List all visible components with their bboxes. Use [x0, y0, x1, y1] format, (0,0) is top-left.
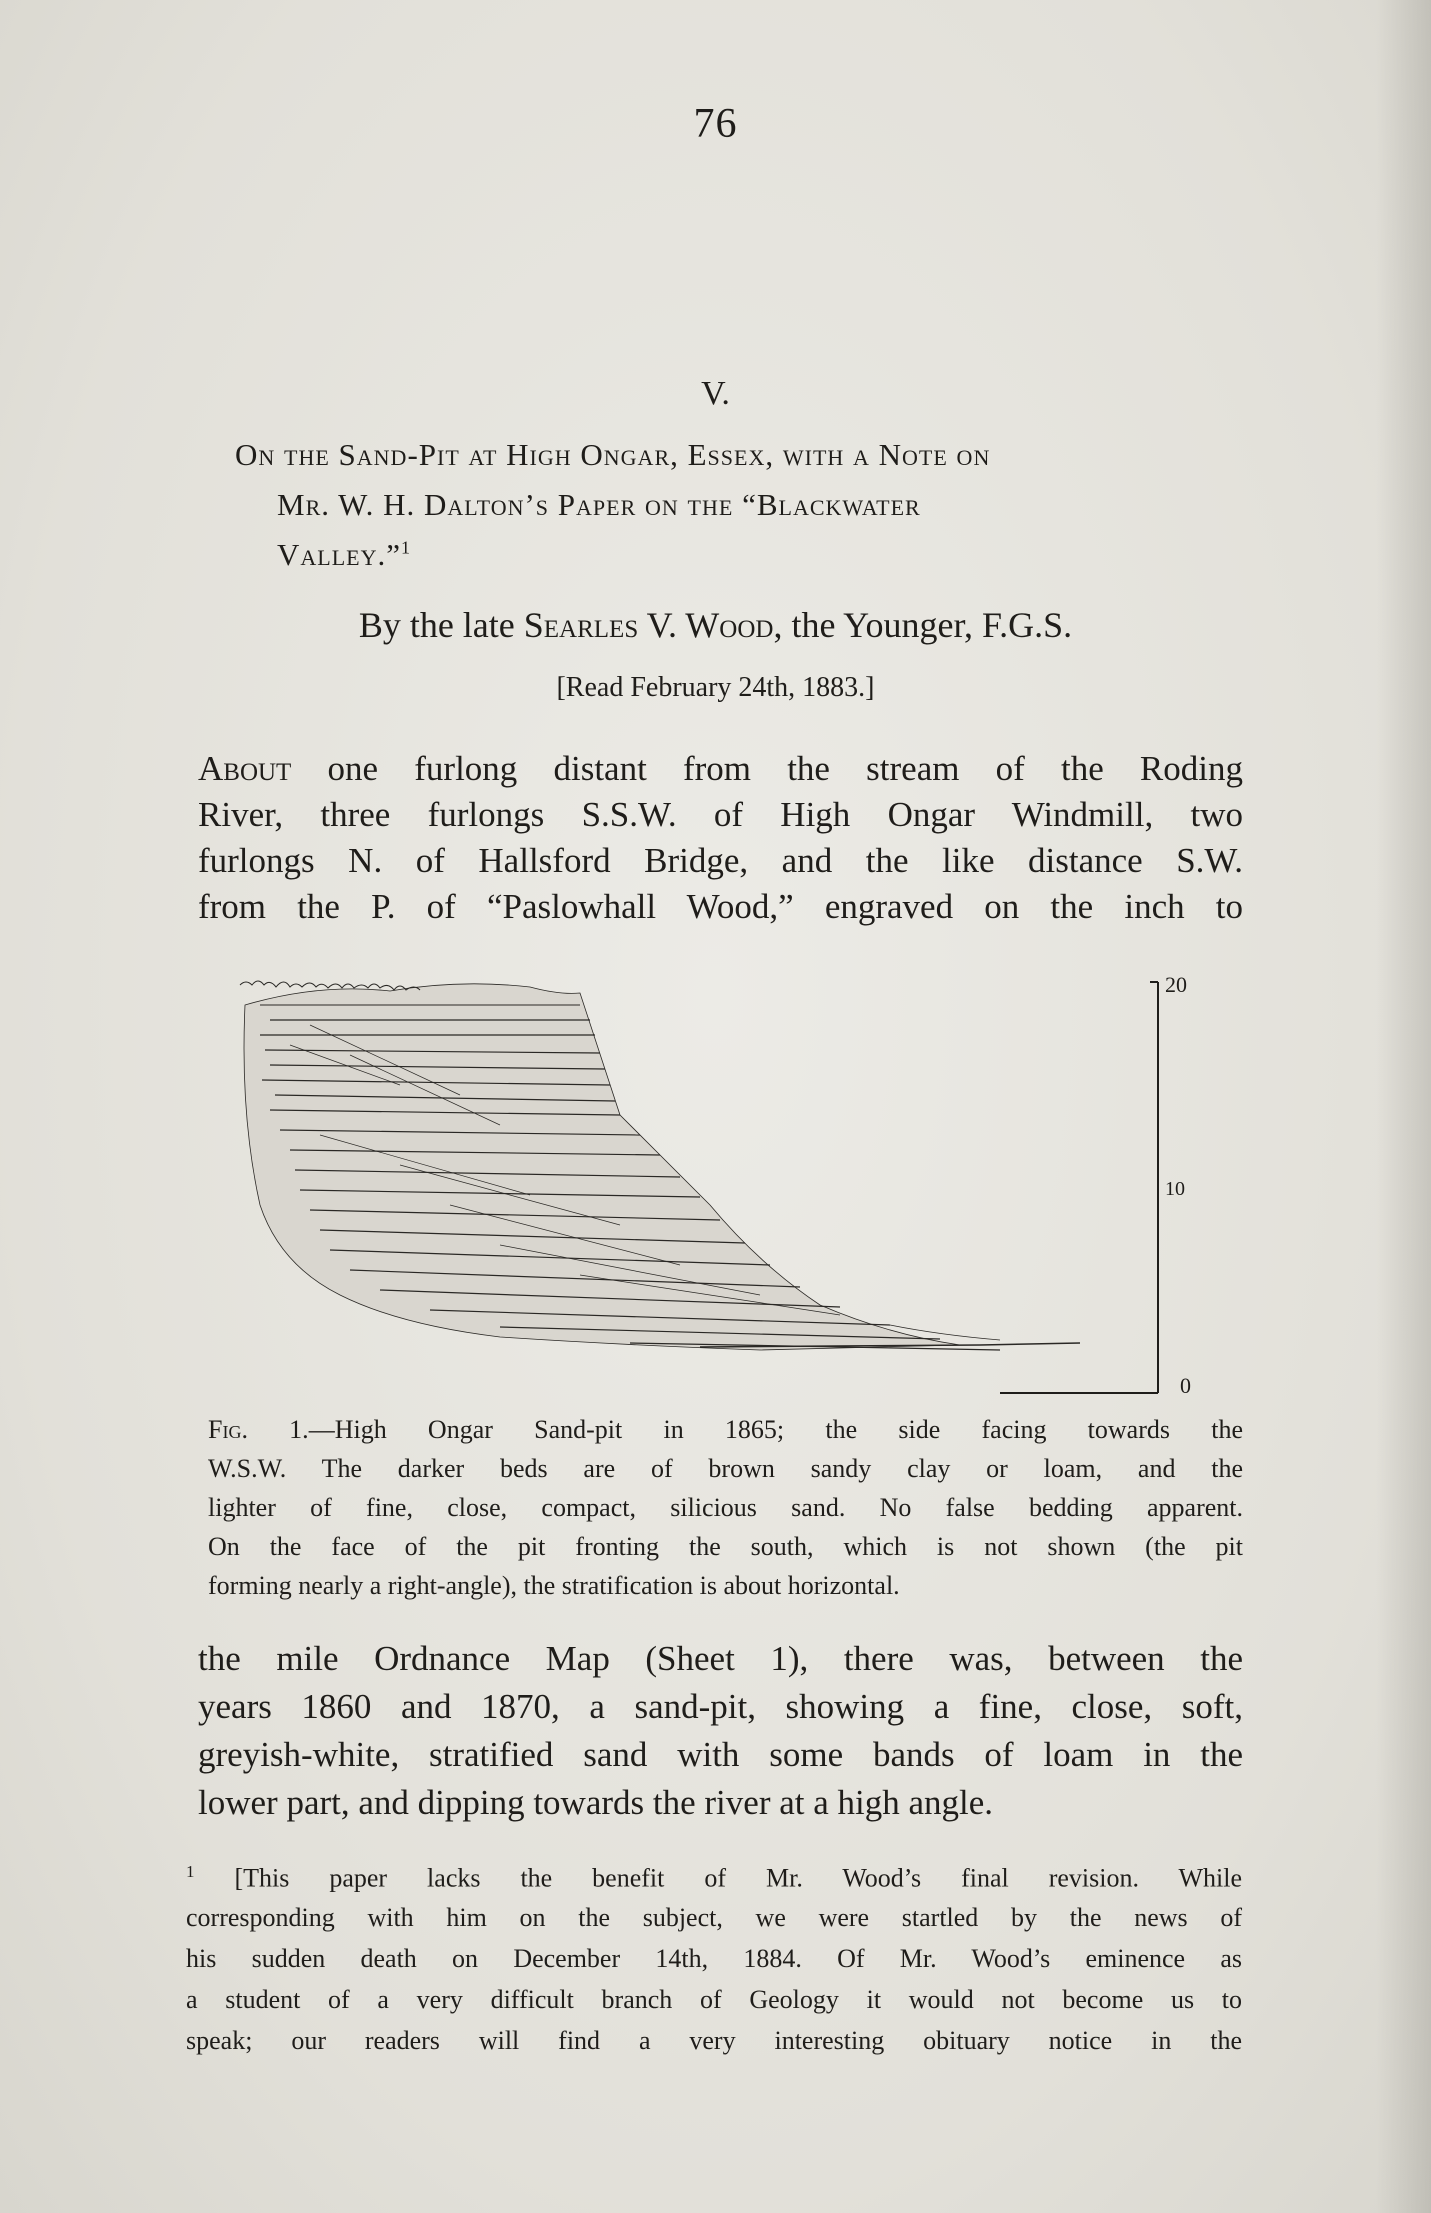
caption-line-3: lighter of fine, close, compact, silicious sand. No false bedding apparent.: [208, 1493, 1243, 1522]
footnote-line-2: corresponding with him on the subject, we were startled by the news of: [186, 1903, 1242, 1932]
caption-line-5: forming nearly a right-angle), the stratification is about horizontal.: [208, 1571, 900, 1600]
byline-suffix: , the Younger, F.G.S.: [773, 605, 1073, 645]
pit-face-hatching: [240, 981, 1080, 1350]
continuation-line-4: lower part, and dipping towards the river at a high angle.: [198, 1783, 994, 1822]
opening-line-4: from the P. of “Paslowhall Wood,” engraved on the inch to: [198, 887, 1243, 926]
continuation-line-1: the mile Ordnance Map (Sheet 1), there was, between the: [198, 1639, 1243, 1678]
caption-line-2: W.S.W. The darker beds are of brown sandy clay or loam, and the: [208, 1454, 1243, 1483]
opening-line-1: [198, 749, 1243, 789]
page-number: 76: [693, 101, 738, 147]
footnote-line-1-text: [This paper lacks the benefit of Mr. Wood’s final revision. While: [234, 1863, 1243, 1893]
byline-author: Searles V. Wood: [523, 605, 774, 645]
opening-lead: About: [198, 749, 292, 788]
title-footnote-marker: 1: [401, 537, 411, 558]
scale-label-top: 20: [1165, 972, 1187, 997]
title-line-3: [277, 537, 1287, 573]
scale-label-bottom: 0: [1180, 1373, 1191, 1398]
byline: [0, 604, 1431, 646]
title-line-1: On the Sand-Pit at High Ongar, Essex, with a Note on: [235, 437, 991, 472]
title-line-2: Mr. W. H. Dalton’s Paper on the “Blackwater: [277, 487, 921, 522]
page-edge-shadow: [1376, 0, 1431, 2213]
continuation-line-2: years 1860 and 1870, a sand-pit, showing a fine, close, soft,: [198, 1687, 1243, 1726]
footnote-line-5: speak; our readers will find a very interesting obituary notice in the: [186, 2026, 1242, 2055]
caption-line-4: On the face of the pit fronting the south, which is not shown (the pit: [208, 1532, 1243, 1561]
scale-label-mid: 10: [1165, 1178, 1185, 1200]
section-number: V.: [701, 375, 730, 412]
footnote-line-1: [186, 1862, 1242, 1894]
continuation-line-3: greyish-white, stratified sand with some bands of loam in the: [198, 1735, 1243, 1774]
byline-prefix: By the late: [358, 605, 524, 645]
footnote-line-3: his sudden death on December 14th, 1884. Of Mr. Wood’s eminence as: [186, 1944, 1242, 1973]
footnote-line-4: a student of a very difficult branch of Geology it would not become us to: [186, 1985, 1242, 2014]
opening-line-2: River, three furlongs S.S.W. of High Ongar Windmill, two: [198, 795, 1243, 834]
opening-line-3: furlongs N. of Hallsford Bridge, and the like distance S.W.: [198, 841, 1243, 880]
footnote-marker: 1: [186, 1862, 195, 1881]
caption-line-1: [208, 1415, 1243, 1445]
read-date: [Read February 24th, 1883.]: [556, 672, 875, 703]
sand-pit-illustration: [200, 965, 1245, 1405]
caption-lead: Fig. 1.: [208, 1415, 309, 1444]
title-line-3-text: Valley.”: [277, 537, 401, 572]
caption-line-1-text: —High Ongar Sand-pit in 1865; the side facing towards the: [308, 1415, 1243, 1444]
scale-bar: [1000, 982, 1158, 1393]
opening-line-1-text: one furlong distant from the stream of the Roding: [291, 749, 1243, 788]
